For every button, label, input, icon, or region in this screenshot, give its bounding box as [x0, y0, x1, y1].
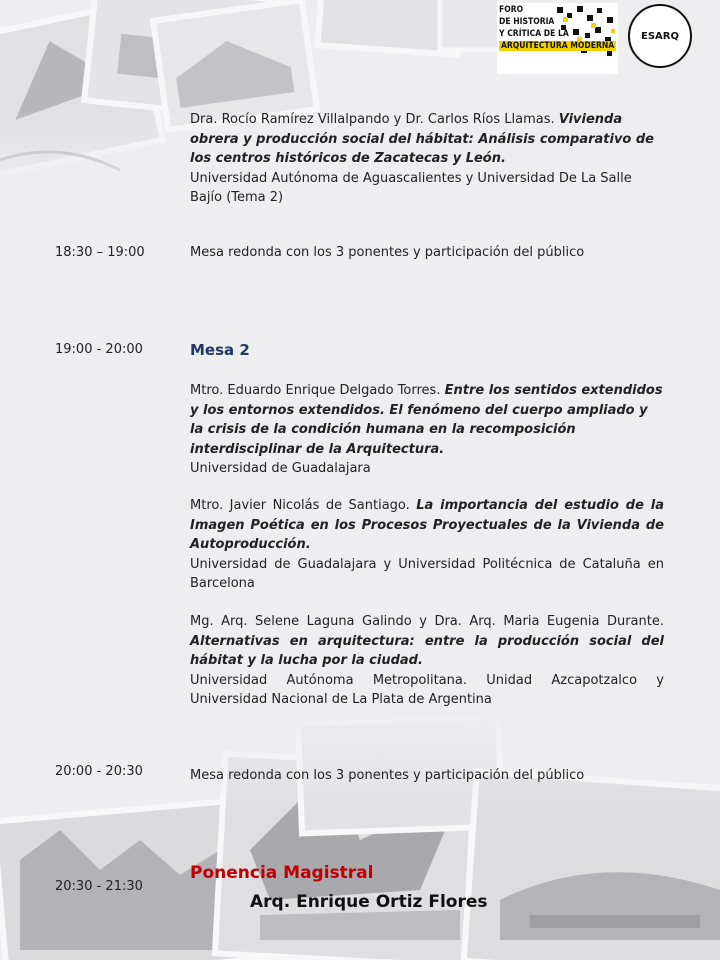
foro-logo-line: Y CRÍTICA DE LA: [499, 29, 569, 39]
talk-affiliation: Universidad Autónoma Metropolitana. Unidad Azcapotzalco y Universidad Nacional de La Plata de Argentina: [190, 672, 664, 707]
talk-authors: Mtro. Eduardo Enrique Delgado Torres.: [190, 383, 441, 398]
session-time: 20:30 - 21:30: [55, 879, 143, 894]
talk-affiliation: Universidad de Guadalajara: [190, 461, 371, 476]
session-time: 19:00 - 20:00: [55, 342, 143, 357]
talk-block-1: [190, 110, 664, 208]
talk-title: La importancia del estudio de la Imagen Poética en los Procesos Proyectuales de la Vivienda de Autoproducción.: [190, 498, 664, 552]
esarq-logo-text: ESARQ: [641, 30, 679, 42]
foro-logo-line: FORO: [499, 5, 524, 15]
session-time: 20:00 - 20:30: [55, 764, 143, 779]
talk-affiliation: Universidad Autónoma de Aguascalientes y Universidad De La Salle Bajío (Tema 2): [190, 170, 632, 205]
round-table-text: Mesa redonda con los 3 ponentes y participación del público: [190, 245, 585, 260]
talk-authors: Mtro. Javier Nicolás de Santiago.: [190, 498, 410, 513]
talk-authors: Dra. Rocío Ramírez Villalpando y Dr. Carlos Ríos Llamas.: [190, 112, 555, 127]
talk-block: [190, 612, 664, 710]
esarq-logo: [628, 4, 692, 68]
foro-logo-text: [499, 4, 616, 52]
talk-title: Entre los sentidos extendidos y los entornos extendidos. El fenómeno del cuerpo ampliado y la crisis de la condición humana en la recomposición interdisciplinar de la Arquitectura.: [190, 383, 663, 457]
photo-collage-bottom: [0, 700, 720, 960]
session-time: 18:30 – 19:00: [55, 245, 145, 260]
panel-title: Mesa 2: [190, 341, 250, 359]
foro-logo: [497, 3, 618, 74]
talk-title: Vivienda obrera y producción social del hábitat: Análisis comparativo de los centros históricos de Zacatecas y León.: [190, 112, 654, 166]
talk-affiliation: Universidad de Guadalajara y Universidad Politécnica de Cataluña en Barcelona: [190, 556, 664, 591]
keynote-speaker: Arq. Enrique Ortiz Flores: [250, 892, 488, 912]
talk-authors: Mg. Arq. Selene Laguna Galindo y Dra. Arq. Maria Eugenia Durante.: [190, 614, 664, 629]
talk-block: [190, 496, 664, 594]
talk-title: Alternativas en arquitectura: entre la producción social del hábitat y la lucha por la ciudad.: [190, 633, 664, 668]
round-table-text: Mesa redonda con los 3 ponentes y participación del público: [190, 768, 585, 783]
foro-logo-line: ARQUITECTURA MODERNA: [501, 41, 615, 51]
keynote-title: Ponencia Magistral: [190, 863, 374, 883]
talk-block: [190, 381, 664, 479]
foro-logo-line: DE HISTORIA: [499, 17, 555, 27]
